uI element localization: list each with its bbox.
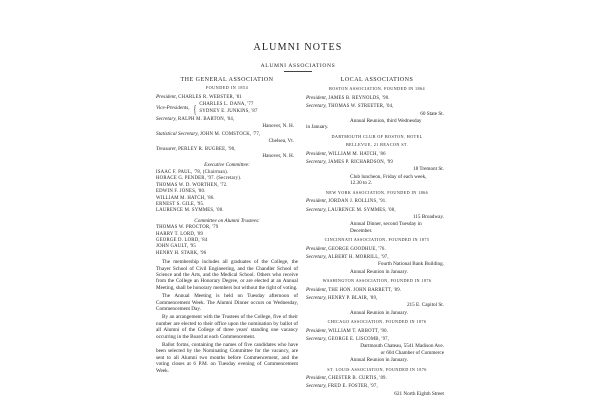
- chicago-secretary: Secretary, GEORGE E. LISCOMB, '97, Dartmouth Chateau, 5541 Madison Ave. or 604 Chamber of Commerce: [306, 336, 444, 356]
- cincinnati-secretary: Secretary, ALBERT H. MORRILL, '97, Fourth National Bank Building.: [306, 253, 444, 268]
- club-heading-address: BELLEVUE, 21 BEACON ST.: [345, 142, 409, 148]
- president-role: President,: [156, 93, 177, 100]
- secretary-entry: [156, 116, 298, 130]
- st-louis-secretary: Secretary, FRED E. FOSTER, '97, 621 North Eighth Street: [306, 383, 444, 397]
- treasurer-place: Hanover, N. H.: [262, 153, 294, 160]
- club-heading: DARTMOUTH CLUB OF BOSTON, HOTEL: [331, 133, 423, 139]
- list-item: WILLIAM M. HATCH, '86.: [156, 195, 215, 201]
- general-founded: FOUNDED IN 1854: [205, 85, 249, 91]
- cincinnati-president: President, GEORGE GOODHUE, '76.: [306, 245, 386, 252]
- list-item: HORACE G. PENDER, '97. (Secretary).: [156, 176, 242, 182]
- trustees-committee-heading: Committee on Alumni Trustees:: [194, 217, 260, 224]
- secretary-role: Secretary,: [156, 116, 177, 123]
- boston-president: President, JAMES B. REYNOLDS, '90.: [306, 94, 390, 101]
- local-heading: LOCAL ASSOCIATIONS: [340, 77, 414, 83]
- washington-heading: WASHINGTON ASSOCIATION, FOUNDED IN 1876: [322, 278, 432, 284]
- treasurer-role: Treasurer,: [156, 145, 177, 152]
- boston-note-cont: in January.: [306, 124, 329, 131]
- ny-heading: NEW YORK ASSOCIATION, FOUNDED IN 1866: [325, 189, 429, 195]
- list-item: HENRY H. STARK, '96: [156, 250, 207, 256]
- vice-presidents-entry: [156, 102, 298, 115]
- cincinnati-note: Annual Reunion in January.: [350, 268, 408, 275]
- treasurer-name: PERLEY R. BUGBEE, '90,: [178, 146, 236, 152]
- title-rule: [284, 71, 312, 72]
- club-president: President, WILLIAM M. HATCH, '86: [306, 150, 386, 157]
- club-secretary: Secretary, JAMES P. RICHARDSON, '99 18 Tremont St.: [306, 159, 444, 173]
- club-note-cont: 12.30 to 2.: [350, 180, 373, 187]
- vp-role: Vice-Presidents,: [156, 105, 190, 112]
- trustees-committee-list: [156, 225, 298, 257]
- section-subtitle: ALUMNI ASSOCIATIONS: [260, 63, 336, 69]
- washington-secretary: Secretary, HENRY P. BLAIR, '89, 215 E. Capitol St.: [306, 294, 444, 309]
- vp-name-1: CHARLES L. DANA, '77: [199, 102, 254, 108]
- stat-role: Statistical Secretary,: [156, 130, 199, 137]
- list-item: ISAAC F. PAUL, '78, (Chairman).: [156, 169, 229, 175]
- st-louis-president: President, CHESTER B. CURTIS, '89.: [306, 375, 388, 382]
- local-associations-column: [306, 77, 448, 398]
- list-item: HARRY T. LORD, '89: [156, 231, 204, 237]
- page-title: ALUMNI NOTES: [253, 42, 343, 53]
- ballot-paragraph: Ballot forms, containing the names of five candidates who have been selected by the Nominating Committee for the vacancy, are sent to all Alumni two months before Commencement, and the voting closes at 6 P.M. on Tuesday evening of Commencement Week.: [156, 342, 298, 374]
- washington-note: Annual Reunion in January.: [350, 309, 408, 316]
- membership-paragraph: The membership includes all graduates of the College, the Thayer School of Civil Engineering, and the Chandler School of Science and the Arts, and the Medical School. Others who receive from the College an Honorary Degree, or are elected at an Annual Meeting, shall be honorary members but without the right of voting.: [156, 259, 298, 291]
- list-item: LAURENCE M. SYMMES, '08.: [156, 208, 224, 214]
- list-item: ERNEST S. GILE, '95.: [156, 201, 205, 207]
- ny-secretary: Secretary, LAURENCE M. SYMMES, '08, 115 Broadway.: [306, 206, 444, 220]
- washington-president: President, THE HON. JOHN BARRETT, '89.: [306, 286, 402, 293]
- chicago-heading: CHICAGO ASSOCIATION, FOUNDED IN 1876: [327, 319, 427, 325]
- list-item: JOHN GAULT, '95: [156, 244, 196, 250]
- annual-meeting-paragraph: The Annual Meeting is held on Tuesday afternoon of Commencement Week. The Alumni Dinner occurs on Wednesday, Commencement Day.: [156, 293, 298, 312]
- list-item: THOMAS W. PROCTOR, '79: [156, 225, 219, 231]
- treasurer-entry: [156, 146, 298, 160]
- secretary-name: RALPH M. BARTON, '04,: [178, 117, 235, 123]
- president-entry: [156, 94, 298, 101]
- president-name: CHARLES R. WEBSTER, '81: [178, 94, 242, 100]
- boston-heading: BOSTON ASSOCIATION, FOUNDED IN 1864: [329, 86, 425, 92]
- executive-committee-heading: Executive Committee:: [204, 162, 250, 169]
- club-note: Club luncheon, Friday of each week,: [350, 173, 427, 180]
- chicago-note: Annual Reunion in January.: [350, 357, 408, 364]
- brace-icon: {: [193, 101, 196, 116]
- list-item: THOMAS W. D. WORTHEN, '72.: [156, 182, 228, 188]
- ny-president: President, JORDAN J. ROLLINS, '91.: [306, 198, 387, 205]
- list-item: EDWIN F. JONES, '80.: [156, 189, 206, 195]
- chicago-president: President, WILLIAM T. ABBOTT, '90.: [306, 327, 389, 334]
- executive-committee-list: [156, 170, 298, 215]
- cincinnati-heading: CINCINNATI ASSOCIATION, FOUNDED IN 1875: [324, 237, 430, 243]
- stat-name: JOHN M. COMSTOCK, '77,: [200, 131, 261, 137]
- stat-place: Chelsea, Vt.: [268, 138, 294, 145]
- ny-note-cont: December.: [350, 227, 373, 234]
- general-heading: THE GENERAL ASSOCIATION: [180, 77, 274, 83]
- boston-note: Annual Reunion, third Wednesday: [350, 118, 422, 125]
- st-louis-heading: ST. LOUIS ASSOCIATION, FOUNDED IN 1876: [327, 366, 427, 372]
- statistical-secretary-entry: [156, 131, 298, 145]
- general-association-column: [156, 77, 298, 374]
- boston-secretary: Secretary, THOMAS W. STREETER, '04, 60 State St.: [306, 103, 444, 117]
- list-item: GEORGE D. LORD, '84: [156, 237, 208, 243]
- ny-note: Annual Dinner, second Tuesday in: [350, 221, 422, 228]
- vp-name-2: SYDNEY E. JUNKINS, '87: [199, 108, 258, 114]
- trustees-arrangement-paragraph: By an arrangement with the Trustees of the College, five of their number are elected to their office upon the nomination by ballot of all Alumni of the College of three years' standing one vacancy occurring in the Board at each Commencement.: [156, 314, 298, 340]
- secretary-place: Hanover, N. H.: [262, 123, 294, 130]
